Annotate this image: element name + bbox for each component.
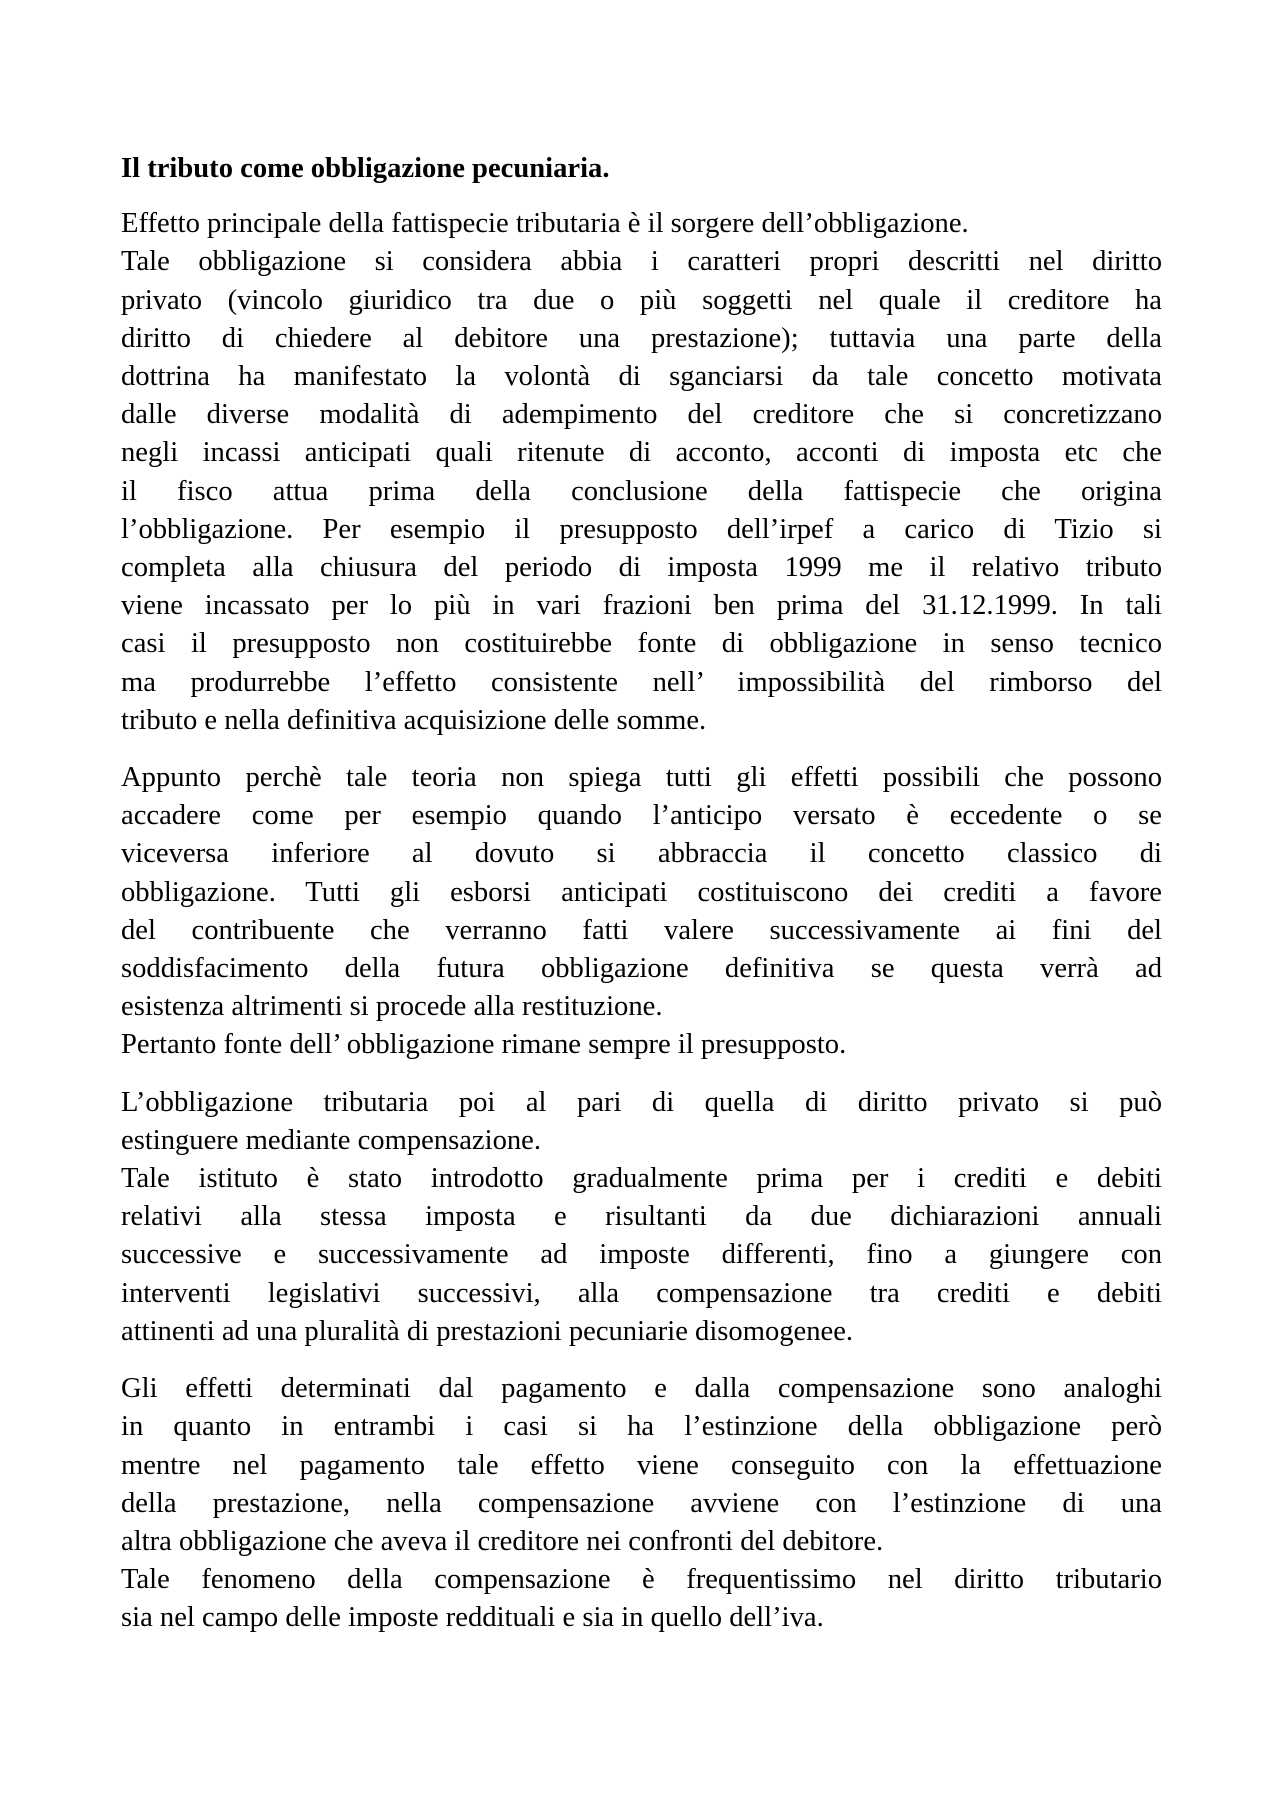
text-line: dottrina ha manifestato la volontà di sganciarsi da tale concetto motivata (121, 361, 1162, 393)
text-line: diritto di chiedere al debitore una prestazione); tuttavia una parte della (121, 322, 1162, 354)
text-line: L’obbligazione tributaria poi al pari di quella di diritto privato si può (121, 1086, 1162, 1118)
text-line: viceversa inferiore al dovuto si abbraccia il concetto classico di (121, 838, 1162, 870)
text-line: Tale fenomeno della compensazione è frequentissimo nel diritto tributario (121, 1564, 1162, 1596)
text-line: mentre nel pagamento tale effetto viene conseguito con la effettuazione (121, 1449, 1162, 1481)
text-line: tributo e nella definitiva acquisizione delle somme. (121, 704, 707, 736)
text-line: successive e successivamente ad imposte differenti, fino a giungere con (121, 1239, 1162, 1271)
text-line: della prestazione, nella compensazione avviene con l’estinzione di una (121, 1487, 1162, 1519)
text-line: Tale istituto è stato introdotto gradualmente prima per i crediti e debiti (121, 1163, 1162, 1195)
text-line: soddisfacimento della futura obbligazione definitiva se questa verrà ad (121, 953, 1162, 985)
text-line: del contribuente che verranno fatti valere successivamente ai fini del (121, 914, 1162, 946)
document-page (121, 150, 1162, 1657)
text-line: l’obbligazione. Per esempio il presupposto dell’irpef a carico di Tizio si (121, 513, 1162, 545)
paragraph (121, 759, 1162, 1065)
document-title: Il tributo come obbligazione pecuniaria. (121, 153, 610, 184)
text-line: Effetto principale della fattispecie tributaria è il sorgere dell’obbligazione. (121, 208, 969, 240)
text-line: viene incassato per lo più in vari frazioni ben prima del 31.12.1999. In tali (121, 590, 1162, 622)
text-line: privato (vincolo giuridico tra due o più soggetti nel quale il creditore ha (121, 284, 1162, 316)
text-line: ma produrrebbe l’effetto consistente nell’ impossibilità del rimborso del (121, 666, 1162, 698)
text-line: negli incassi anticipati quali ritenute di acconto, acconti di imposta etc che (121, 437, 1162, 469)
text-line: Tale obbligazione si considera abbia i caratteri propri descritti nel diritto (121, 246, 1162, 278)
text-line: sia nel campo delle imposte reddituali e sia in quello dell’iva. (121, 1602, 824, 1634)
text-line: accadere come per esempio quando l’anticipo versato è eccedente o se (121, 800, 1162, 832)
paragraph (121, 1370, 1162, 1637)
text-line: esistenza altrimenti si procede alla restituzione. (121, 991, 663, 1023)
text-line: casi il presupposto non costituirebbe fonte di obbligazione in senso tecnico (121, 628, 1162, 660)
text-line: altra obbligazione che aveva il creditore nei confronti del debitore. (121, 1525, 884, 1557)
document-body (121, 205, 1162, 1637)
text-line: Gli effetti determinati dal pagamento e dalla compensazione sono analoghi (121, 1373, 1162, 1405)
text-line: interventi legislativi successivi, alla compensazione tra crediti e debiti (121, 1277, 1162, 1309)
text-line: completa alla chiusura del periodo di imposta 1999 me il relativo tributo (121, 552, 1162, 584)
paragraph (121, 205, 1162, 740)
text-line: il fisco attua prima della conclusione della fattispecie che origina (121, 475, 1162, 507)
text-line: relativi alla stessa imposta e risultanti da due dichiarazioni annuali (121, 1201, 1162, 1233)
text-line: obbligazione. Tutti gli esborsi anticipati costituiscono dei crediti a favore (121, 876, 1162, 908)
text-line: in quanto in entrambi i casi si ha l’estinzione della obbligazione però (121, 1411, 1162, 1443)
text-line: attinenti ad una pluralità di prestazioni pecuniarie disomogenee. (121, 1315, 854, 1347)
text-line: Appunto perchè tale teoria non spiega tutti gli effetti possibili che possono (121, 762, 1162, 794)
text-line: estinguere mediante compensazione. (121, 1124, 541, 1156)
text-line: dalle diverse modalità di adempimento del creditore che si concretizzano (121, 399, 1162, 431)
text-line: Pertanto fonte dell’ obbligazione rimane sempre il presupposto. (121, 1029, 847, 1061)
paragraph (121, 1084, 1162, 1351)
